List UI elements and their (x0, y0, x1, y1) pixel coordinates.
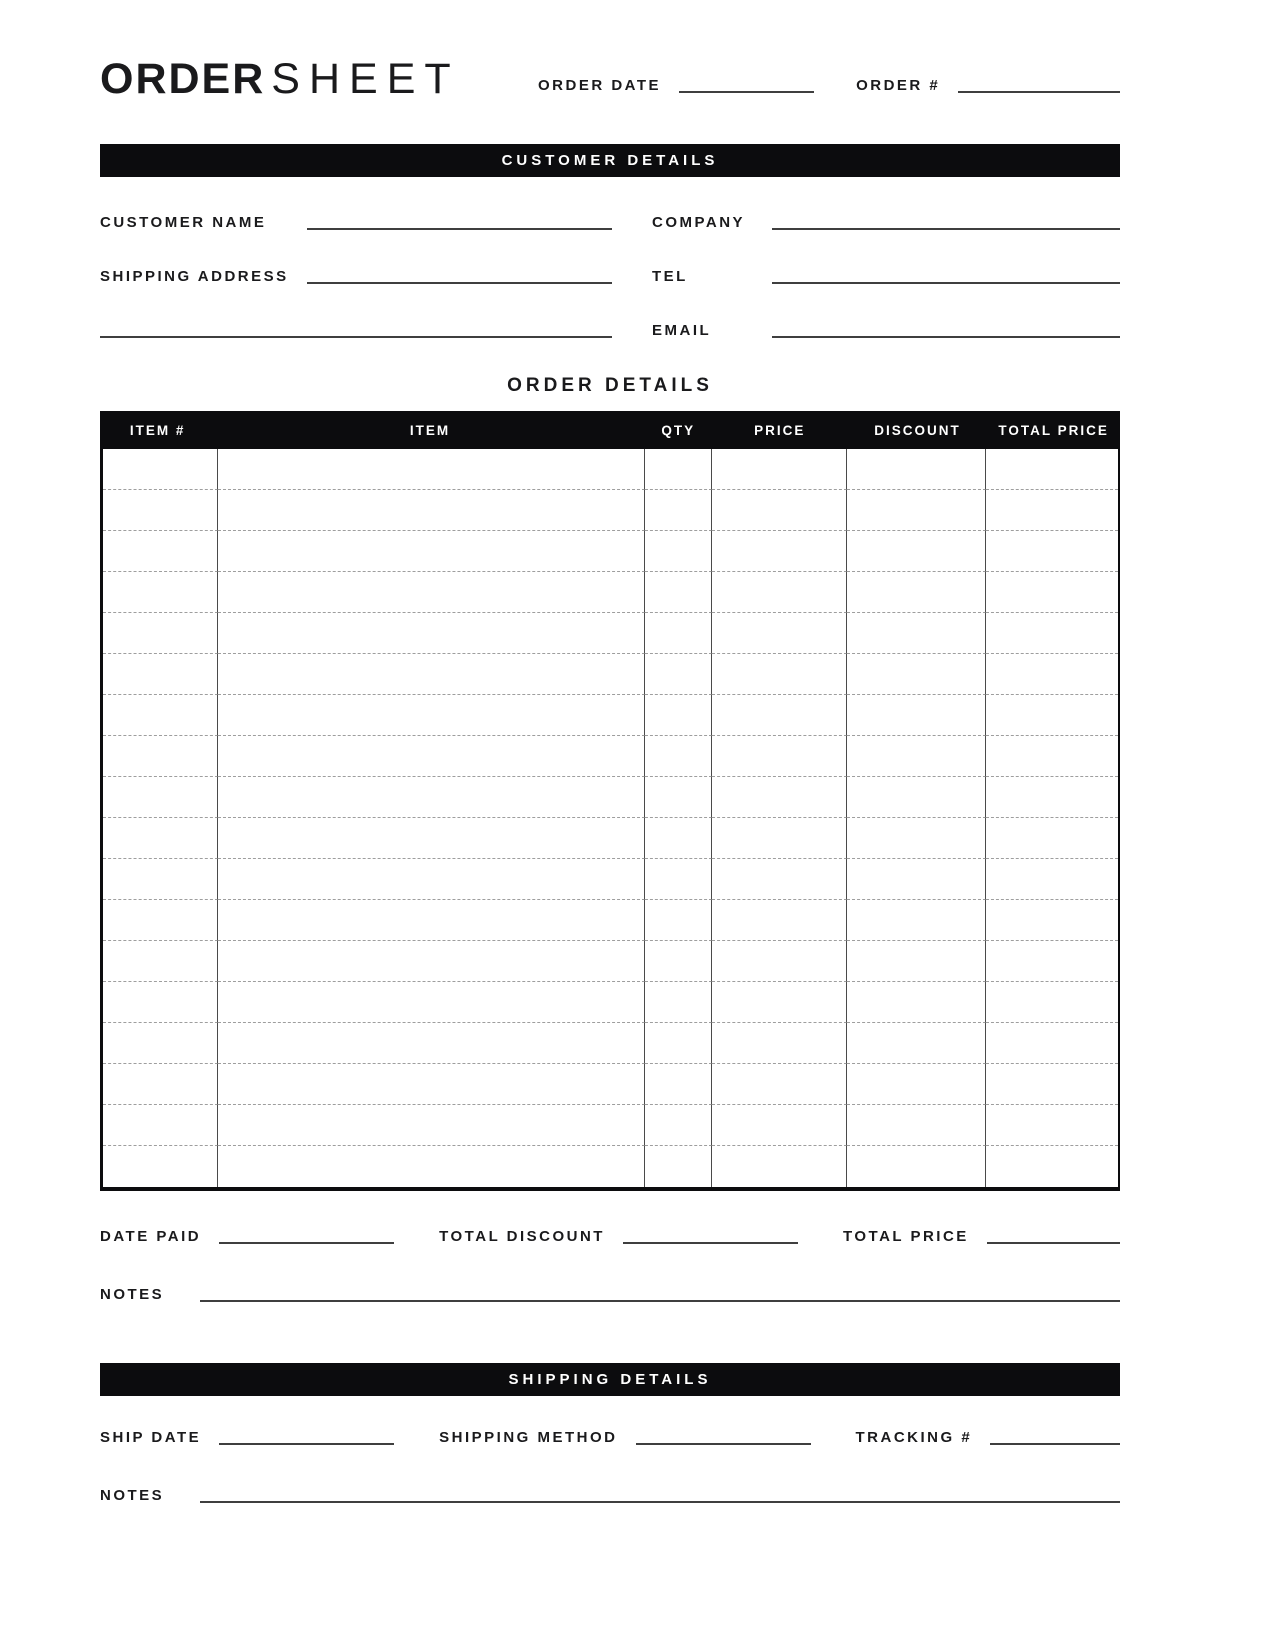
order-table-cell[interactable] (645, 900, 712, 941)
order-table-cell[interactable] (218, 613, 645, 654)
order-table-cell[interactable] (986, 736, 1118, 777)
order-table-cell[interactable] (847, 1105, 986, 1146)
order-table-cell[interactable] (103, 572, 218, 613)
order-table-header (100, 411, 1120, 449)
order-notes-row (100, 1281, 1120, 1303)
order-table-cell[interactable] (712, 736, 847, 777)
order-table-cell[interactable] (986, 449, 1118, 490)
order-table-cell[interactable] (847, 982, 986, 1023)
order-table-cell[interactable] (712, 900, 847, 941)
order-table-cell[interactable] (218, 695, 645, 736)
order-table-cell[interactable] (645, 613, 712, 654)
order-table-cell[interactable] (847, 859, 986, 900)
total-price-field (843, 1228, 1120, 1245)
order-table-cell[interactable] (986, 654, 1118, 695)
order-summary-row (100, 1223, 1120, 1245)
order-table-cell[interactable] (218, 572, 645, 613)
order-table-cell[interactable] (712, 572, 847, 613)
order-table-row (103, 818, 1118, 859)
tel-label: TEL (652, 268, 688, 285)
order-date-field (538, 77, 814, 94)
order-table-cell[interactable] (645, 818, 712, 859)
order-table-cell[interactable] (712, 1064, 847, 1105)
order-table-cell[interactable] (103, 736, 218, 777)
order-table-cell[interactable] (218, 982, 645, 1023)
order-table-row (103, 777, 1118, 818)
ship-date-fill-line[interactable] (219, 1431, 394, 1445)
order-table-row (103, 1023, 1118, 1064)
order-table-cell[interactable] (712, 777, 847, 818)
order-table-cell[interactable] (986, 695, 1118, 736)
order-table-cell[interactable] (645, 1146, 712, 1187)
order-table-cell[interactable] (847, 1023, 986, 1064)
order-table-cell[interactable] (103, 1064, 218, 1105)
order-table-cell[interactable] (103, 490, 218, 531)
order-table-cell[interactable] (986, 818, 1118, 859)
order-table-cell[interactable] (103, 449, 218, 490)
order-table-cell[interactable] (712, 654, 847, 695)
order-table-cell[interactable] (847, 736, 986, 777)
order-table-row (103, 900, 1118, 941)
order-table-cell[interactable] (712, 531, 847, 572)
order-table-cell[interactable] (986, 1064, 1118, 1105)
shipping-notes-fill-line[interactable] (200, 1489, 1120, 1503)
order-table-cell[interactable] (218, 1064, 645, 1105)
total-discount-fill-line[interactable] (623, 1230, 798, 1244)
order-table-cell[interactable] (712, 449, 847, 490)
customer-details-section-title: CUSTOMER DETAILS (501, 152, 719, 169)
order-table-cell[interactable] (712, 941, 847, 982)
order-table-cell[interactable] (218, 900, 645, 941)
order-table-cell[interactable] (218, 1105, 645, 1146)
order-table-cell[interactable] (986, 777, 1118, 818)
order-table-row (103, 1146, 1118, 1187)
order-table-row (103, 490, 1118, 531)
order-table-cell[interactable] (645, 490, 712, 531)
order-table-row (103, 449, 1118, 490)
total-discount-label: TOTAL DISCOUNT (439, 1228, 605, 1245)
order-table-cell[interactable] (218, 654, 645, 695)
order-table-cell[interactable] (712, 818, 847, 859)
column-header-qty: QTY (661, 422, 696, 438)
shipping-address-fill-line-2[interactable] (100, 324, 612, 338)
order-table-cell[interactable] (103, 818, 218, 859)
email-label: EMAIL (652, 322, 712, 339)
order-table-cell[interactable] (645, 1064, 712, 1105)
column-header-discount: DISCOUNT (874, 422, 961, 438)
order-table-body (103, 449, 1118, 1187)
shipping-address-field-line2 (100, 285, 612, 339)
order-table-cell[interactable] (645, 695, 712, 736)
order-table-row (103, 941, 1118, 982)
order-table-row (103, 1064, 1118, 1105)
date-paid-field (100, 1228, 394, 1245)
order-table-cell[interactable] (645, 982, 712, 1023)
order-table-row (103, 613, 1118, 654)
title-word-sheet: SHEET (271, 55, 460, 103)
date-paid-fill-line[interactable] (219, 1230, 394, 1244)
order-table-cell[interactable] (986, 1146, 1118, 1187)
order-table-cell[interactable] (712, 982, 847, 1023)
order-table-cell[interactable] (218, 490, 645, 531)
order-table-cell[interactable] (218, 531, 645, 572)
total-discount-field (439, 1228, 798, 1245)
order-table-row (103, 531, 1118, 572)
order-table-row (103, 859, 1118, 900)
order-table-cell[interactable] (986, 490, 1118, 531)
order-table-cell[interactable] (847, 654, 986, 695)
order-table-cell[interactable] (847, 900, 986, 941)
order-table-cell[interactable] (712, 859, 847, 900)
order-table-cell[interactable] (645, 572, 712, 613)
order-table-row (103, 695, 1118, 736)
header-fields (538, 77, 1120, 94)
order-table-cell[interactable] (218, 941, 645, 982)
order-table-cell[interactable] (103, 613, 218, 654)
order-notes-label: NOTES (100, 1286, 165, 1303)
shipping-details-section-bar (100, 1363, 1120, 1396)
order-table-cell[interactable] (218, 449, 645, 490)
order-table-cell[interactable] (986, 982, 1118, 1023)
total-price-fill-line[interactable] (987, 1230, 1120, 1244)
shipping-details-section-title: SHIPPING DETAILS (508, 1371, 712, 1388)
column-header-item-number: ITEM # (129, 422, 186, 438)
order-number-fill-line[interactable] (958, 79, 1120, 93)
order-table-row (103, 736, 1118, 777)
order-table-cell[interactable] (103, 982, 218, 1023)
order-table-cell[interactable] (645, 1105, 712, 1146)
order-table-cell[interactable] (847, 1064, 986, 1105)
order-table-cell[interactable] (103, 777, 218, 818)
tracking-number-fill-line[interactable] (990, 1431, 1120, 1445)
customer-name-field (100, 177, 612, 231)
order-table-cell[interactable] (103, 1105, 218, 1146)
ship-date-field (100, 1429, 394, 1446)
order-table-row (103, 654, 1118, 695)
order-table-cell[interactable] (712, 1105, 847, 1146)
company-field (652, 177, 1120, 231)
title-word-order: ORDER (100, 55, 266, 103)
order-table-cell[interactable] (103, 695, 218, 736)
order-table-cell[interactable] (986, 572, 1118, 613)
shipping-address-label: SHIPPING ADDRESS (100, 268, 289, 285)
shipping-summary-row (100, 1424, 1120, 1446)
order-table-cell[interactable] (986, 1105, 1118, 1146)
tel-field (652, 231, 1120, 285)
order-table-cell[interactable] (103, 1023, 218, 1064)
order-table-cell[interactable] (645, 654, 712, 695)
order-table-cell[interactable] (103, 654, 218, 695)
order-table-cell[interactable] (218, 818, 645, 859)
order-table-cell[interactable] (712, 695, 847, 736)
order-table-cell[interactable] (847, 941, 986, 982)
order-notes-fill-line[interactable] (200, 1288, 1120, 1302)
order-table-cell[interactable] (645, 736, 712, 777)
customer-right-column (652, 177, 1120, 339)
order-table-cell[interactable] (847, 449, 986, 490)
order-table-cell[interactable] (645, 777, 712, 818)
order-table-cell[interactable] (645, 941, 712, 982)
customer-left-column (100, 177, 612, 339)
order-date-label: ORDER DATE (538, 77, 662, 94)
order-number-label: ORDER # (856, 77, 941, 94)
order-table-cell[interactable] (103, 859, 218, 900)
order-items-table (100, 411, 1120, 1191)
shipping-address-fill-line[interactable] (307, 270, 612, 284)
order-table-cell[interactable] (986, 613, 1118, 654)
email-field (652, 285, 1120, 339)
order-table-row (103, 982, 1118, 1023)
order-table-cell[interactable] (986, 900, 1118, 941)
date-paid-label: DATE PAID (100, 1228, 202, 1245)
order-table-cell[interactable] (847, 490, 986, 531)
customer-name-label: CUSTOMER NAME (100, 214, 267, 231)
total-price-label: TOTAL PRICE (842, 1228, 969, 1245)
column-header-item: ITEM (409, 422, 451, 438)
shipping-notes-row (100, 1482, 1120, 1504)
order-table-cell[interactable] (218, 1023, 645, 1064)
customer-details-section-bar (100, 144, 1120, 177)
shipping-address-field (100, 231, 612, 285)
customer-details-fields (100, 177, 1120, 339)
shipping-method-field (439, 1429, 810, 1446)
order-table-cell[interactable] (218, 777, 645, 818)
order-table-cell[interactable] (645, 1023, 712, 1064)
order-table-cell[interactable] (847, 695, 986, 736)
ship-date-label: SHIP DATE (100, 1429, 202, 1446)
order-table-cell[interactable] (218, 736, 645, 777)
order-table-cell[interactable] (847, 613, 986, 654)
order-table-cell[interactable] (847, 1146, 986, 1187)
order-table-cell[interactable] (986, 1023, 1118, 1064)
order-table-cell[interactable] (103, 1146, 218, 1187)
order-table-cell[interactable] (645, 449, 712, 490)
order-table-cell[interactable] (847, 777, 986, 818)
order-table-cell[interactable] (847, 818, 986, 859)
company-fill-line[interactable] (772, 216, 1120, 230)
order-table-cell[interactable] (847, 531, 986, 572)
order-number-field (856, 77, 1120, 94)
order-table-cell[interactable] (986, 531, 1118, 572)
email-fill-line[interactable] (772, 324, 1120, 338)
page-header (100, 55, 1120, 103)
company-label: COMPANY (652, 214, 746, 231)
order-table-cell[interactable] (986, 941, 1118, 982)
order-table-cell[interactable] (218, 1146, 645, 1187)
order-table-cell[interactable] (847, 572, 986, 613)
order-details-title: ORDER DETAILS (507, 375, 713, 396)
tel-fill-line[interactable] (772, 270, 1120, 284)
order-date-fill-line[interactable] (679, 79, 814, 93)
order-table-cell[interactable] (103, 941, 218, 982)
order-table-cell[interactable] (218, 859, 645, 900)
order-table-cell[interactable] (645, 859, 712, 900)
page-title (100, 55, 538, 103)
order-table-cell[interactable] (645, 531, 712, 572)
order-table-cell[interactable] (712, 490, 847, 531)
order-table-cell[interactable] (712, 613, 847, 654)
tracking-number-field (856, 1429, 1121, 1446)
order-table-cell[interactable] (103, 900, 218, 941)
order-table-cell[interactable] (712, 1023, 847, 1064)
column-header-total-price: TOTAL PRICE (998, 422, 1109, 438)
shipping-notes-label: NOTES (100, 1487, 165, 1504)
tracking-number-label: TRACKING # (855, 1429, 973, 1446)
order-table-cell[interactable] (986, 859, 1118, 900)
order-table-row (103, 572, 1118, 613)
order-table-cell[interactable] (103, 531, 218, 572)
column-header-price: PRICE (754, 422, 806, 438)
customer-name-fill-line[interactable] (307, 216, 612, 230)
shipping-method-label: SHIPPING METHOD (439, 1429, 618, 1446)
order-table-row (103, 1105, 1118, 1146)
order-table-cell[interactable] (712, 1146, 847, 1187)
shipping-method-fill-line[interactable] (636, 1431, 811, 1445)
